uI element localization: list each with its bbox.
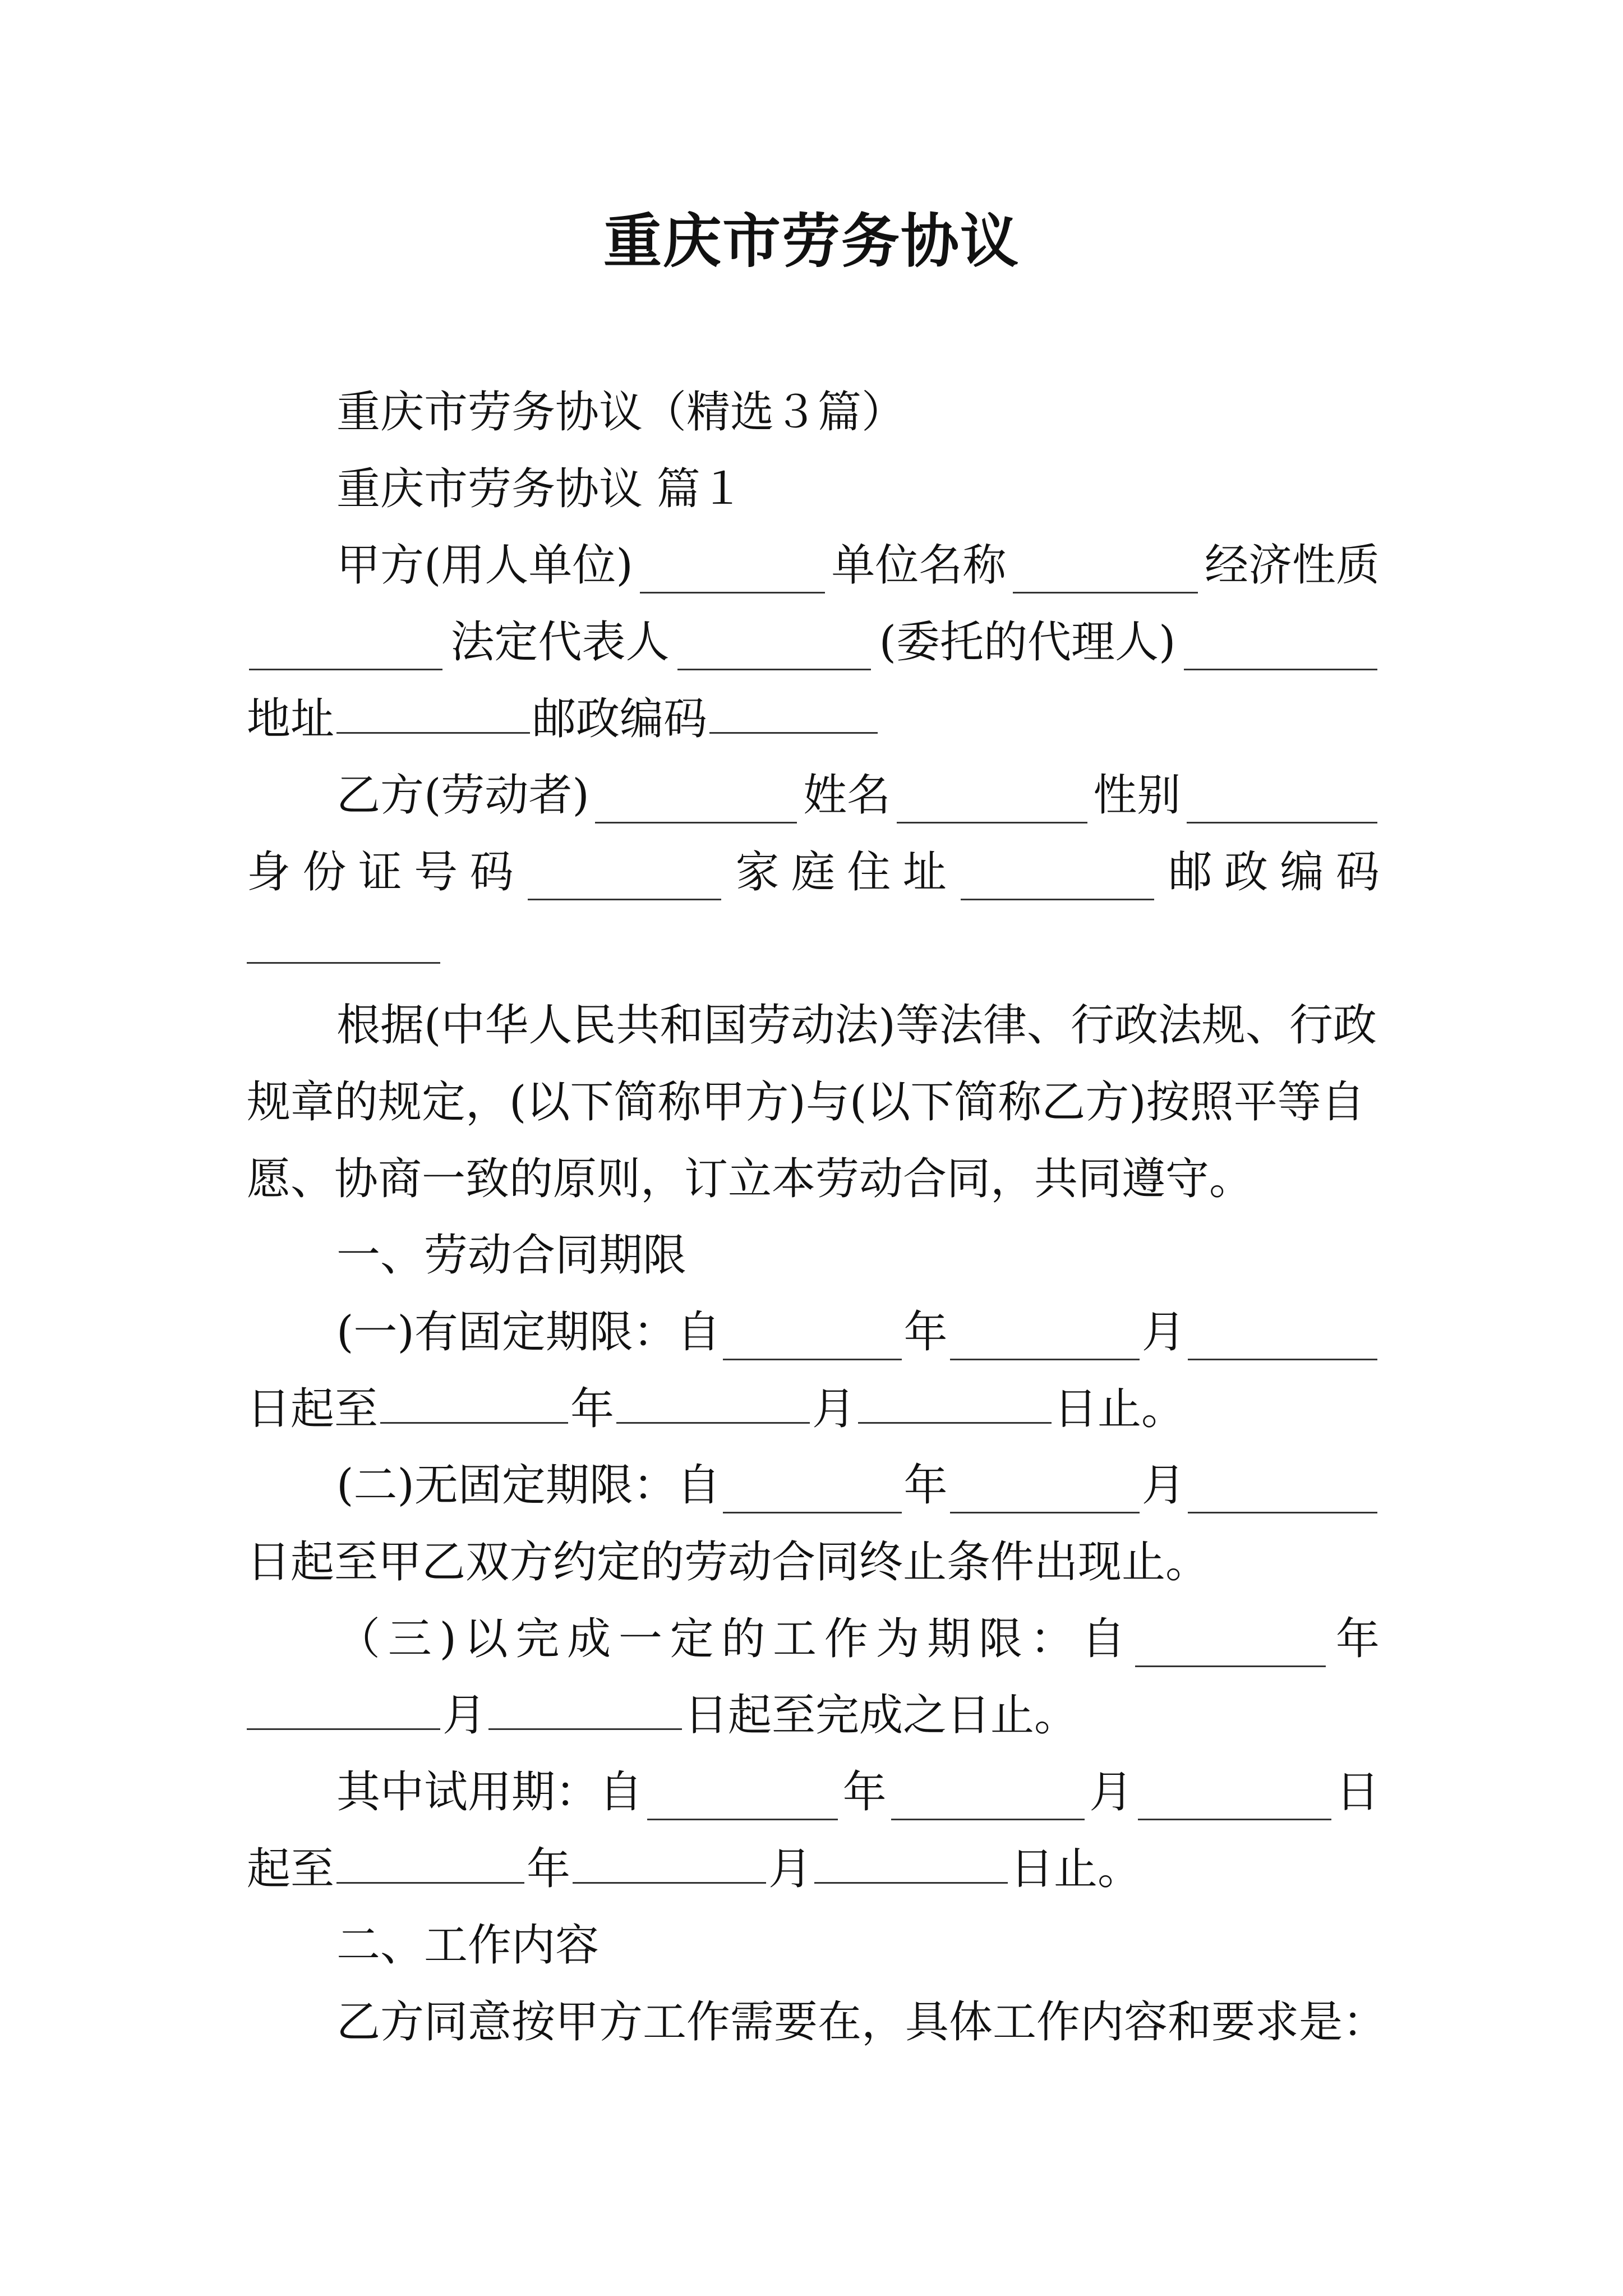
unfixed-term-label: (二)无固定期限：自 [336, 1460, 721, 1511]
from-label: 起至 [247, 1844, 335, 1894]
blank-field [1184, 634, 1377, 670]
party-b-line-2 [247, 844, 1380, 900]
blank-field [249, 634, 442, 670]
probation-line-1 [336, 1764, 1380, 1820]
subtitle: 重庆市劳务协议（精选３篇） [336, 387, 906, 438]
blank-field [336, 1847, 524, 1884]
day-end-label: 日止。 [1010, 1844, 1142, 1894]
party-a-label: 甲方(用人单位) [336, 540, 633, 591]
char: 码 [469, 847, 514, 898]
month-label: 月 [768, 1844, 813, 1894]
agent-label: (委托的代理人) [879, 617, 1176, 668]
char: 限 [978, 1614, 1022, 1664]
blank-field [247, 1694, 440, 1730]
blank-field [950, 1477, 1140, 1513]
address-label: 地址 [247, 694, 335, 744]
document-title: 重庆市劳务协议 [603, 206, 1020, 275]
year-label: 年 [903, 1307, 948, 1358]
char: 为 [875, 1614, 920, 1664]
char: 作 [824, 1614, 868, 1664]
unit-name-label: 单位名称 [831, 540, 1007, 591]
fixed-term-line-1 [336, 1304, 1380, 1360]
char: 住 [847, 847, 891, 898]
blank-field [1135, 1631, 1326, 1667]
year-label: 年 [527, 1844, 571, 1894]
char: 政 [1224, 847, 1269, 898]
char: 完 [515, 1614, 560, 1664]
blank-field [488, 1694, 682, 1730]
char: 以 [464, 1614, 508, 1664]
part-heading: 重庆市劳务协议 篇１ [336, 464, 744, 514]
blank-field [1188, 1477, 1377, 1513]
fixed-term-label: (一)有固定期限：自 [336, 1307, 721, 1358]
intro-line-3: 愿、协商一致的原则，订立本劳动合同，共同遵守。 [247, 1154, 1253, 1204]
probation-line-2 [247, 1841, 1380, 1897]
party-b-line-3 [247, 921, 1380, 977]
char: 期 [927, 1614, 971, 1664]
fixed-term-line-2 [247, 1381, 1380, 1437]
month-label: 月 [442, 1690, 487, 1741]
char: （ [336, 1614, 381, 1664]
month-label: 月 [812, 1384, 856, 1434]
task-end-label: 日起至完成之日止。 [684, 1690, 1078, 1741]
blank-field [640, 557, 825, 593]
unfixed-term-line-1 [336, 1457, 1380, 1513]
intro-line-2: 规章的规定，(以下简称甲方)与(以下简称乙方)按照平等自 [247, 1077, 1365, 1128]
month-label: 月 [1141, 1460, 1186, 1511]
blank-field [1187, 787, 1377, 823]
blank-field [897, 787, 1087, 823]
party-a-line-2 [247, 614, 1380, 670]
blank-field [961, 864, 1154, 900]
postcode-label: 邮政编码 [532, 694, 708, 744]
char: 身 [247, 847, 291, 898]
char: 号 [414, 847, 458, 898]
blank-field [247, 927, 440, 964]
section-1-heading: 一、劳动合同期限 [336, 1230, 687, 1281]
char: ) [439, 1614, 457, 1664]
day-end-label: 日止。 [1054, 1384, 1186, 1434]
blank-field [950, 1324, 1140, 1360]
blank-field [336, 697, 530, 734]
day-label: 日 [1335, 1767, 1380, 1818]
blank-field [647, 1784, 838, 1820]
year-label: 年 [842, 1767, 887, 1818]
year-label: 年 [903, 1460, 948, 1511]
char: ： [1030, 1614, 1074, 1664]
month-label: 月 [1141, 1307, 1186, 1358]
blank-field [677, 634, 871, 670]
blank-field [573, 1847, 766, 1884]
month-label: 月 [1089, 1767, 1133, 1818]
unfixed-term-line-2: 日起至甲乙双方约定的劳动合同终止条件出现止。 [247, 1537, 1210, 1588]
party-b-line-1 [336, 767, 1380, 823]
blank-field [1013, 557, 1198, 593]
blank-field [858, 1387, 1052, 1424]
year-label: 年 [1335, 1614, 1380, 1664]
party-b-label: 乙方(劳动者) [336, 770, 589, 821]
blank-field [528, 864, 721, 900]
blank-field [380, 1387, 568, 1424]
work-content-line: 乙方同意按甲方工作需要在，具体工作内容和要求是： [336, 1997, 1387, 2047]
char: 份 [302, 847, 347, 898]
blank-field [891, 1784, 1085, 1820]
blank-field [595, 787, 797, 823]
task-term-line-2 [247, 1687, 1380, 1743]
char: 庭 [791, 847, 835, 898]
blank-field [1138, 1784, 1331, 1820]
year-label: 年 [570, 1384, 615, 1434]
blank-field [709, 697, 878, 734]
day-from-label: 日起至 [247, 1384, 379, 1434]
char: 一 [618, 1614, 662, 1664]
name-label: 姓名 [803, 770, 891, 821]
char: 码 [1335, 847, 1380, 898]
blank-field [723, 1477, 902, 1513]
char: 定 [670, 1614, 714, 1664]
blank-field [1188, 1324, 1377, 1360]
char: 编 [1280, 847, 1324, 898]
task-term-line-1 [336, 1611, 1380, 1667]
char: 邮 [1168, 847, 1212, 898]
char: 的 [721, 1614, 766, 1664]
blank-field [814, 1847, 1008, 1884]
char: 证 [358, 847, 402, 898]
party-a-line-3 [247, 691, 1380, 747]
legal-rep-label: 法定代表人 [450, 617, 670, 668]
char: 自 [1081, 1614, 1126, 1664]
party-a-line-1 [336, 537, 1380, 593]
intro-line-1: 根据(中华人民共和国劳动法)等法律、行政法规、行政 [336, 1000, 1377, 1051]
blank-field [723, 1324, 902, 1360]
char: 工 [773, 1614, 817, 1664]
char: 址 [902, 847, 947, 898]
economic-nature-label: 经济性质 [1204, 540, 1380, 591]
gender-label: 性别 [1093, 770, 1181, 821]
char: 三 [388, 1614, 432, 1664]
section-2-heading: 二、工作内容 [336, 1920, 600, 1971]
char: 成 [567, 1614, 611, 1664]
blank-field [616, 1387, 810, 1424]
probation-label: 其中试用期：自 [336, 1767, 643, 1818]
char: 家 [735, 847, 780, 898]
